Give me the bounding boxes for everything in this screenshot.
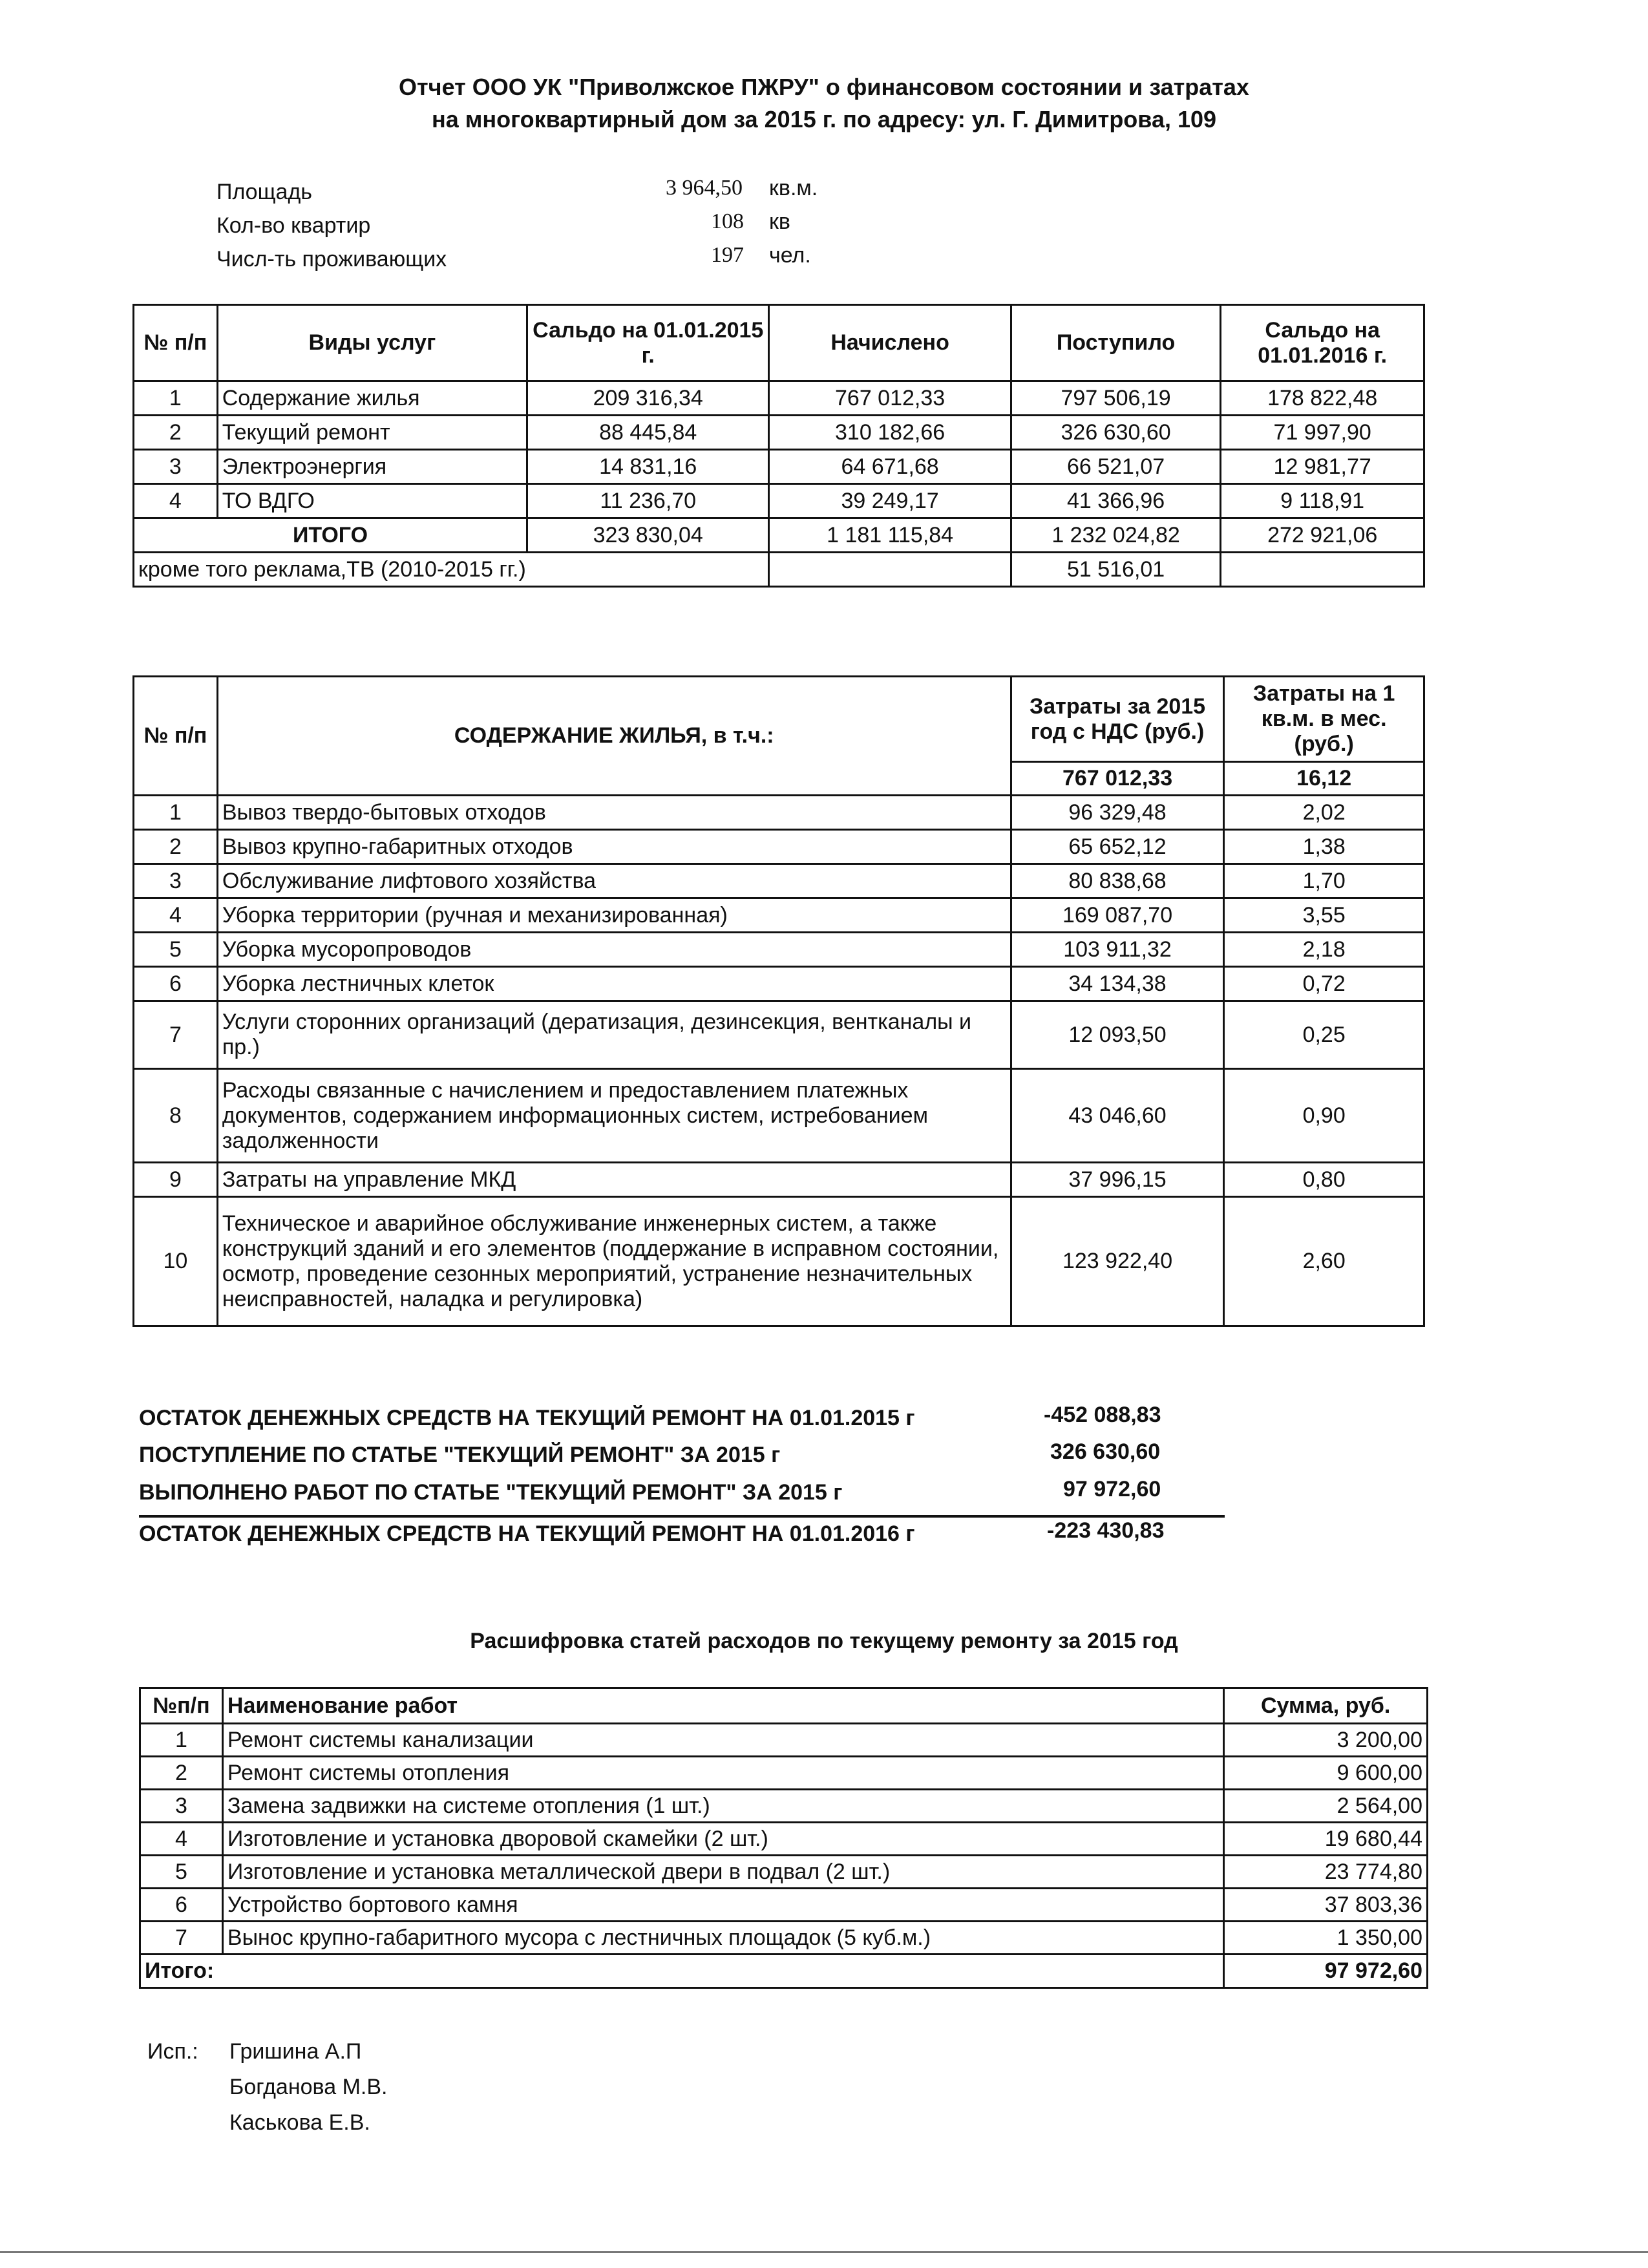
service-name: Электроэнергия	[217, 450, 527, 484]
balance-start: 14 831,16	[527, 450, 769, 484]
balance-end: 178 822,48	[1221, 381, 1424, 416]
table-row	[140, 1724, 1428, 1757]
total-label: ИТОГО	[134, 518, 527, 553]
cost-value: 43 046,60	[1011, 1069, 1224, 1163]
extra-received: 51 516,01	[1011, 553, 1221, 587]
work-name: Изготовление и установка металлической двери в подвал (2 шт.)	[222, 1856, 1223, 1889]
summary-label: ВЫПОЛНЕНО РАБОТ ПО СТАТЬЕ "ТЕКУЩИЙ РЕМОНТ" ЗА 2015 г	[139, 1480, 843, 1505]
total-received: 1 232 024,82	[1011, 518, 1221, 553]
column-header: Поступило	[1011, 305, 1221, 381]
cost-per-m2: 0,80	[1224, 1163, 1424, 1197]
row-number: 2	[134, 830, 218, 864]
row-number: 2	[134, 416, 218, 450]
table-row	[134, 381, 1424, 416]
column-header: № п/п	[134, 677, 218, 796]
work-sum: 3 200,00	[1224, 1724, 1428, 1757]
total-cost: 767 012,33	[1011, 762, 1224, 796]
cost-value: 169 087,70	[1011, 898, 1224, 933]
cost-value: 80 838,68	[1011, 864, 1224, 898]
table-row	[140, 1856, 1428, 1889]
work-sum: 23 774,80	[1224, 1856, 1428, 1889]
work-sum: 19 680,44	[1224, 1823, 1428, 1856]
cost-item: Затраты на управление МКД	[217, 1163, 1011, 1197]
row-number: 7	[140, 1922, 223, 1955]
maintenance-costs-table	[132, 675, 1425, 1327]
column-header: Сальдо на 01.01.2015 г.	[527, 305, 769, 381]
executors-label: Исп.:	[147, 2039, 198, 2064]
work-sum: 37 803,36	[1224, 1889, 1428, 1922]
cost-value: 123 922,40	[1011, 1197, 1224, 1326]
cost-value: 103 911,32	[1011, 933, 1224, 967]
row-number: 1	[134, 381, 218, 416]
total-label: Итого:	[140, 1955, 1224, 1988]
summary-value: -223 430,83	[1047, 1518, 1165, 1543]
column-header: Начислено	[769, 305, 1011, 381]
cost-per-m2: 1,70	[1224, 864, 1424, 898]
executor-name: Гришина А.П	[229, 2039, 362, 2064]
table-row	[134, 1069, 1424, 1163]
work-name: Ремонт системы канализации	[222, 1724, 1223, 1757]
balance-start: 209 316,34	[527, 381, 769, 416]
cost-value: 96 329,48	[1011, 796, 1224, 830]
cost-per-m2: 0,72	[1224, 967, 1424, 1001]
row-number: 6	[134, 967, 218, 1001]
cost-item: Вывоз твердо-бытовых отходов	[217, 796, 1011, 830]
table-row	[134, 967, 1424, 1001]
service-name: Содержание жилья	[217, 381, 527, 416]
summary-value: -452 088,83	[1044, 1403, 1161, 1427]
area-value: 3 964,50	[666, 176, 743, 200]
row-number: 4	[140, 1823, 223, 1856]
repair-breakdown-title: Расшифровка статей расходов по текущему ремонту за 2015 год	[470, 1629, 1178, 1653]
balance-start: 11 236,70	[527, 484, 769, 518]
summary-divider	[139, 1515, 1225, 1518]
table-row	[140, 1922, 1428, 1955]
table-row	[140, 1823, 1428, 1856]
service-name: ТО ВДГО	[217, 484, 527, 518]
work-sum: 9 600,00	[1224, 1757, 1428, 1790]
cost-item: Обслуживание лифтового хозяйства	[217, 864, 1011, 898]
balance-end: 71 997,90	[1221, 416, 1424, 450]
charged: 39 249,17	[769, 484, 1011, 518]
table-row	[134, 898, 1424, 933]
extra-label: кроме того реклама,ТВ (2010-2015 гг.)	[134, 553, 769, 587]
balance-end: 12 981,77	[1221, 450, 1424, 484]
received: 66 521,07	[1011, 450, 1221, 484]
row-number: 10	[134, 1197, 218, 1326]
cost-value: 65 652,12	[1011, 830, 1224, 864]
work-name: Устройство бортового камня	[222, 1889, 1223, 1922]
column-header: СОДЕРЖАНИЕ ЖИЛЬЯ, в т.ч.:	[217, 677, 1011, 796]
charged: 767 012,33	[769, 381, 1011, 416]
table-row	[134, 796, 1424, 830]
total-balance-end: 272 921,06	[1221, 518, 1424, 553]
executor-name: Каськова Е.В.	[229, 2110, 370, 2135]
work-name: Замена задвижки на системе отопления (1 шт.)	[222, 1790, 1223, 1823]
work-sum: 1 350,00	[1224, 1922, 1428, 1955]
cost-item: Расходы связанные с начислением и предоставлением платежных документов, содержанием информационных систем, истребованием задолженности	[217, 1069, 1011, 1163]
row-number: 7	[134, 1001, 218, 1069]
row-number: 3	[134, 450, 218, 484]
table-row	[134, 864, 1424, 898]
summary-label: ОСТАТОК ДЕНЕЖНЫХ СРЕДСТВ НА ТЕКУЩИЙ РЕМОНТ НА 01.01.2016 г	[139, 1521, 915, 1546]
cost-per-m2: 0,25	[1224, 1001, 1424, 1069]
charged: 310 182,66	[769, 416, 1011, 450]
row-number: 3	[140, 1790, 223, 1823]
total-row	[134, 518, 1424, 553]
row-number: 3	[134, 864, 218, 898]
received: 41 366,96	[1011, 484, 1221, 518]
table-row	[134, 830, 1424, 864]
balance-start: 88 445,84	[527, 416, 769, 450]
row-number: 9	[134, 1163, 218, 1197]
cost-item: Техническое и аварийное обслуживание инженерных систем, а также конструкций зданий и его элементов (поддержание в исправном состоянии, осмотр, проведение сезонных мероприятий, устранение незначительных неисправностей, наладка и регулировка)	[217, 1197, 1011, 1326]
row-number: 6	[140, 1889, 223, 1922]
table-row	[134, 416, 1424, 450]
table-row	[134, 1163, 1424, 1197]
cost-per-m2: 3,55	[1224, 898, 1424, 933]
balance-end: 9 118,91	[1221, 484, 1424, 518]
summary-label: ПОСТУПЛЕНИЕ ПО СТАТЬЕ "ТЕКУЩИЙ РЕМОНТ" ЗА 2015 г	[139, 1443, 781, 1467]
column-header: Сальдо на 01.01.2016 г.	[1221, 305, 1424, 381]
apartments-value: 108	[711, 209, 744, 233]
cost-per-m2: 2,02	[1224, 796, 1424, 830]
work-name: Ремонт системы отопления	[222, 1757, 1223, 1790]
report-title-line1: Отчет ООО УК "Приволжское ПЖРУ" о финансовом состоянии и затратах	[399, 74, 1249, 100]
row-number: 2	[140, 1757, 223, 1790]
cost-value: 34 134,38	[1011, 967, 1224, 1001]
apartments-label: Кол-во квартир	[217, 213, 371, 238]
column-header: Сумма, руб.	[1224, 1688, 1428, 1724]
column-header: Наименование работ	[222, 1688, 1223, 1724]
executor-name: Богданова М.В.	[229, 2075, 388, 2099]
table-row	[134, 450, 1424, 484]
extra-row	[134, 553, 1424, 587]
total-per-m2: 16,12	[1224, 762, 1424, 796]
row-number: 5	[134, 933, 218, 967]
column-header: Виды услуг	[217, 305, 527, 381]
column-header: №п/п	[140, 1688, 223, 1724]
table-row	[140, 1889, 1428, 1922]
service-name: Текущий ремонт	[217, 416, 527, 450]
residents-unit: чел.	[769, 243, 811, 268]
cost-per-m2: 0,90	[1224, 1069, 1424, 1163]
row-number: 1	[134, 796, 218, 830]
received: 797 506,19	[1011, 381, 1221, 416]
column-header: Затраты на 1 кв.м. в мес. (руб.)	[1224, 677, 1424, 762]
table-row	[134, 1197, 1424, 1326]
cost-item: Уборка лестничных клеток	[217, 967, 1011, 1001]
cost-value: 12 093,50	[1011, 1001, 1224, 1069]
cost-per-m2: 2,18	[1224, 933, 1424, 967]
table-row	[134, 933, 1424, 967]
apartments-unit: кв	[769, 209, 790, 234]
total-charged: 1 181 115,84	[769, 518, 1011, 553]
row-number: 4	[134, 484, 218, 518]
residents-value: 197	[711, 243, 744, 267]
empty-cell	[769, 553, 1011, 587]
total-row	[140, 1955, 1428, 1988]
summary-label: ОСТАТОК ДЕНЕЖНЫХ СРЕДСТВ НА ТЕКУЩИЙ РЕМОНТ НА 01.01.2015 г	[139, 1406, 915, 1430]
work-sum: 2 564,00	[1224, 1790, 1428, 1823]
table-header-row	[134, 677, 1424, 762]
cost-item: Услуги сторонних организаций (дератизация, дезинсекция, вентканалы и пр.)	[217, 1001, 1011, 1069]
total-sum: 97 972,60	[1224, 1955, 1428, 1988]
work-name: Вынос крупно-габаритного мусора с лестничных площадок (5 куб.м.)	[222, 1922, 1223, 1955]
cost-value: 37 996,15	[1011, 1163, 1224, 1197]
services-balance-table	[132, 304, 1425, 588]
row-number: 5	[140, 1856, 223, 1889]
table-row	[140, 1790, 1428, 1823]
table-row	[134, 1001, 1424, 1069]
cost-item: Уборка мусоропроводов	[217, 933, 1011, 967]
total-balance-start: 323 830,04	[527, 518, 769, 553]
table-header-row	[140, 1688, 1428, 1724]
residents-label: Числ-ть проживающих	[217, 247, 447, 271]
row-number: 8	[134, 1069, 218, 1163]
area-label: Площадь	[217, 180, 313, 204]
scan-edge-line	[0, 2251, 1648, 2253]
table-header-row	[134, 305, 1424, 381]
column-header: Затраты за 2015 год с НДС (руб.)	[1011, 677, 1224, 762]
summary-value: 326 630,60	[1050, 1439, 1161, 1464]
summary-value: 97 972,60	[1063, 1477, 1161, 1501]
cost-item: Уборка территории (ручная и механизированная)	[217, 898, 1011, 933]
work-name: Изготовление и установка дворовой скамейки (2 шт.)	[222, 1823, 1223, 1856]
area-unit: кв.м.	[769, 176, 818, 200]
repair-breakdown-table	[139, 1687, 1428, 1989]
table-row	[134, 484, 1424, 518]
empty-cell	[1221, 553, 1424, 587]
charged: 64 671,68	[769, 450, 1011, 484]
cost-per-m2: 1,38	[1224, 830, 1424, 864]
report-title-line2: на многоквартирный дом за 2015 г. по адресу: ул. Г. Димитрова, 109	[431, 106, 1217, 132]
cost-per-m2: 2,60	[1224, 1197, 1424, 1326]
cost-item: Вывоз крупно-габаритных отходов	[217, 830, 1011, 864]
row-number: 4	[134, 898, 218, 933]
table-row	[140, 1757, 1428, 1790]
row-number: 1	[140, 1724, 223, 1757]
received: 326 630,60	[1011, 416, 1221, 450]
column-header: № п/п	[134, 305, 218, 381]
